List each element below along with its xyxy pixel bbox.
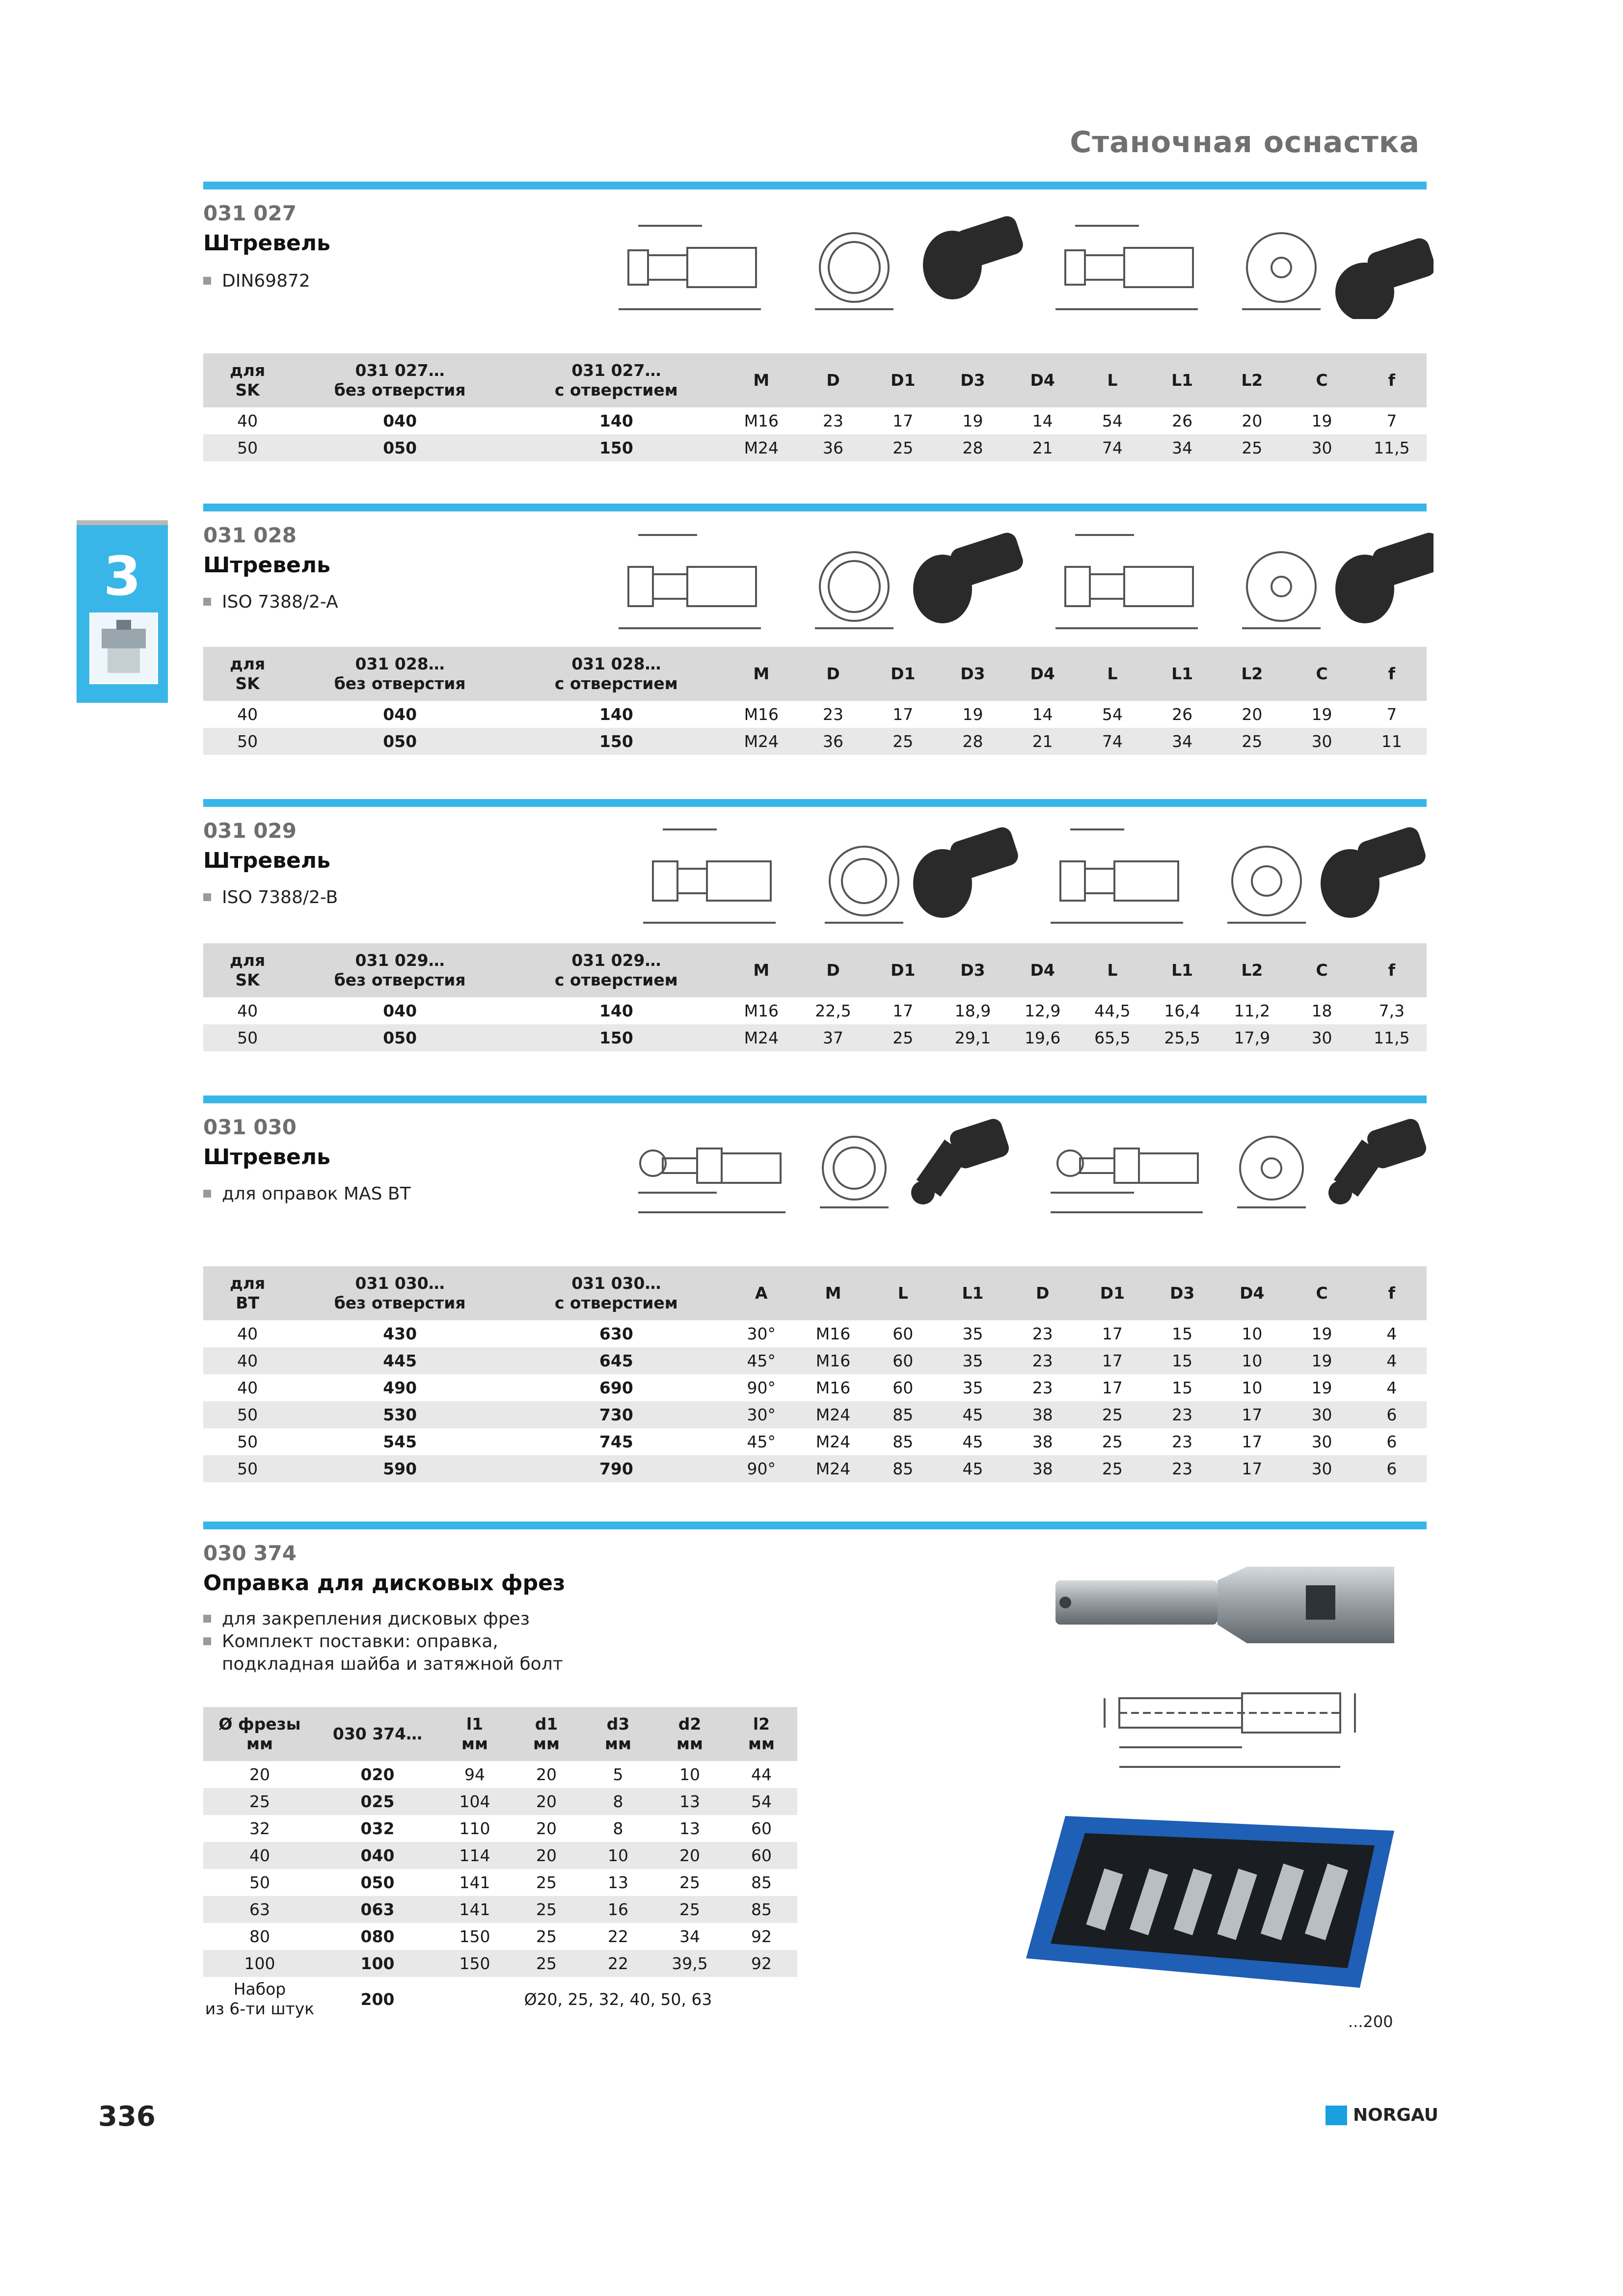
table-row: 50 050 141 25 13 25 85: [249, 1873, 772, 1892]
table-row: 50 050 150 M24 37 25 29,1 19,6 65,5 25,5 17,9 30 11,5: [203, 1024, 1427, 1051]
col-header: L1: [938, 1266, 1007, 1320]
col-header: 031 027… без отверстия: [292, 353, 508, 407]
col-header: D3: [938, 943, 1007, 997]
table-row: 40 040 140 M16 22,5 17 18,9 12,9 44,5 16,4 11,2 18 7,3: [237, 1001, 1405, 1020]
arbor-drawing: [1075, 1679, 1370, 1777]
col-header: для SK: [203, 943, 292, 997]
section-title: Штревель: [203, 231, 330, 256]
col-header: L1: [1147, 943, 1217, 997]
col-header: D4: [1008, 647, 1078, 701]
col-header: L2: [1217, 943, 1287, 997]
col-header: d2 мм: [654, 1707, 726, 1761]
table-row: 63 063 141 25 16 25 85: [203, 1896, 797, 1923]
col-header: d3 мм: [582, 1707, 654, 1761]
col-header: D: [798, 943, 868, 997]
section-title: Оправка для дисковых фрез: [203, 1571, 566, 1596]
table-row: 100 100 150 25 22 39,5 92: [203, 1950, 797, 1977]
section-code: 030 374: [203, 1541, 297, 1565]
section-title: Штревель: [203, 553, 330, 578]
col-header: Ø фрезы мм: [203, 1707, 316, 1761]
col-header: 031 029… с отверстием: [508, 943, 725, 997]
section-code: 031 029: [203, 819, 297, 843]
col-header: D1: [868, 647, 938, 701]
col-header: D3: [1147, 1266, 1217, 1320]
section-note: ISO 7388/2-B: [203, 886, 338, 909]
table-row: 40 040 140 M16 23 17 19 14 54 26 20 19 7: [237, 705, 1397, 724]
section-note: для оправок MAS BT: [203, 1183, 411, 1205]
table-row: 40 490 690 90° M16 60 35 23 17 15 10 19 4: [237, 1378, 1397, 1397]
brand-square-icon: [1325, 2106, 1347, 2125]
col-header: f: [1357, 943, 1427, 997]
pull-stud-drawings: [599, 206, 1434, 319]
col-header: 031 029… без отверстия: [292, 943, 508, 997]
col-header: 031 028… с отверстием: [508, 647, 725, 701]
table-row: 25 025 104 20 8 13 54: [203, 1788, 797, 1815]
spec-table-031029: [203, 943, 1427, 1051]
section-code: 031 030: [203, 1115, 297, 1139]
col-header: f: [1357, 353, 1427, 407]
col-header: для SK: [203, 647, 292, 701]
col-header: для SK: [203, 353, 292, 407]
col-header: C: [1287, 353, 1356, 407]
table-row: 50 545 745 45° M24 85 45 38 25 23 17 30 6: [237, 1432, 1397, 1451]
page-number: 336: [98, 2101, 156, 2133]
col-header: C: [1287, 647, 1356, 701]
table-row: 32 032 110 20 8 13 60: [249, 1819, 772, 1838]
col-header: D3: [938, 647, 1007, 701]
arbor-set-case-photo: [1021, 1796, 1414, 1993]
section-divider: [203, 1095, 1427, 1103]
col-header: f: [1357, 1266, 1427, 1320]
section-divider: [203, 182, 1427, 189]
section-title: Штревель: [203, 848, 330, 873]
col-header: C: [1287, 1266, 1356, 1320]
table-row: 80 080 150 25 22 34 92: [249, 1927, 772, 1946]
col-header: 030 374…: [316, 1707, 439, 1761]
col-header: L1: [1147, 353, 1217, 407]
table-row: 40 445 645 45° M16 60 35 23 17 15 10 19 4: [203, 1347, 1427, 1374]
col-header: L: [868, 1266, 938, 1320]
col-header: D: [1008, 1266, 1078, 1320]
col-header: M: [725, 647, 798, 701]
table-row: 40 040 140 M16 23 17 19 14 54 26 20 19 7: [237, 411, 1397, 430]
section-divider: [203, 1522, 1427, 1529]
col-header: L2: [1217, 647, 1287, 701]
col-header: M: [725, 943, 798, 997]
col-header: D: [798, 353, 868, 407]
pull-stud-drawings: [628, 820, 1434, 933]
col-header: для BT: [203, 1266, 292, 1320]
col-header: 031 028… без отверстия: [292, 647, 508, 701]
page-header-title: Станочная оснастка: [1070, 125, 1420, 160]
table-row: 50 530 730 30° M24 85 45 38 25 23 17 30 6: [203, 1401, 1427, 1428]
section-divider: [203, 504, 1427, 511]
col-header: C: [1287, 943, 1356, 997]
section-title: Штревель: [203, 1145, 330, 1170]
col-header: L: [1078, 353, 1147, 407]
col-header: f: [1357, 647, 1427, 701]
col-header: M: [725, 353, 798, 407]
section-note: DIN69872: [203, 270, 310, 293]
col-header: D: [798, 647, 868, 701]
col-header: M: [798, 1266, 868, 1320]
col-header: D3: [938, 353, 1007, 407]
arbor-photo: [1051, 1561, 1404, 1654]
table-row: 20 020 94 20 5 10 44: [249, 1765, 772, 1784]
col-header: D1: [868, 943, 938, 997]
section-divider: [203, 799, 1427, 807]
col-header: 031 027… с отверстием: [508, 353, 725, 407]
pull-stud-drawings: [619, 1114, 1434, 1232]
section-note-list: для закрепления дисковых фрез Комплект поставки: оправка, подкладная шайба и затяжной болт: [203, 1608, 563, 1676]
col-header: D4: [1008, 353, 1078, 407]
table-row: 40 430 630 30° M16 60 35 23 17 15 10 19 4: [237, 1324, 1397, 1343]
table-row: 40 040 114 20 10 20 60: [203, 1842, 797, 1869]
chapter-number: 3: [103, 545, 141, 608]
section-code: 031 028: [203, 523, 297, 547]
col-header: l2 мм: [726, 1707, 797, 1761]
col-header: L2: [1217, 353, 1287, 407]
set-row: Набор из 6-ти штук 200 Ø20, 25, 32, 40, 50, 63: [203, 1977, 797, 2021]
col-header: L: [1078, 943, 1147, 997]
col-header: A: [725, 1266, 798, 1320]
spec-table-031027: [203, 353, 1427, 461]
col-header: D4: [1008, 943, 1078, 997]
spec-table-031030: [203, 1266, 1427, 1482]
col-header: 031 030… с отверстием: [508, 1266, 725, 1320]
section-note: ISO 7388/2-A: [203, 591, 338, 614]
col-header: D1: [1078, 1266, 1147, 1320]
table-row: 50 050 150 M24 36 25 28 21 74 34 25 30 11,5: [203, 434, 1427, 461]
chapter-tab[interactable]: [77, 520, 168, 703]
col-header: l1 мм: [439, 1707, 511, 1761]
col-header: L: [1078, 647, 1147, 701]
table-row: 50 050 150 M24 36 25 28 21 74 34 25 30 11: [203, 728, 1427, 755]
spec-table-031028: [203, 647, 1427, 755]
col-header: L1: [1147, 647, 1217, 701]
col-header: D1: [868, 353, 938, 407]
pull-stud-drawings: [599, 525, 1434, 638]
col-header: D4: [1217, 1266, 1287, 1320]
section-code: 031 027: [203, 201, 297, 225]
spec-table-030374: [203, 1707, 797, 2021]
chapter-thumbnail-icon: [89, 613, 158, 684]
col-header: d1 мм: [511, 1707, 582, 1761]
table-row: 50 590 790 90° M24 85 45 38 25 23 17 30 6: [203, 1455, 1427, 1482]
set-caption: ...200: [1348, 2012, 1393, 2031]
col-header: 031 030… без отверстия: [292, 1266, 508, 1320]
